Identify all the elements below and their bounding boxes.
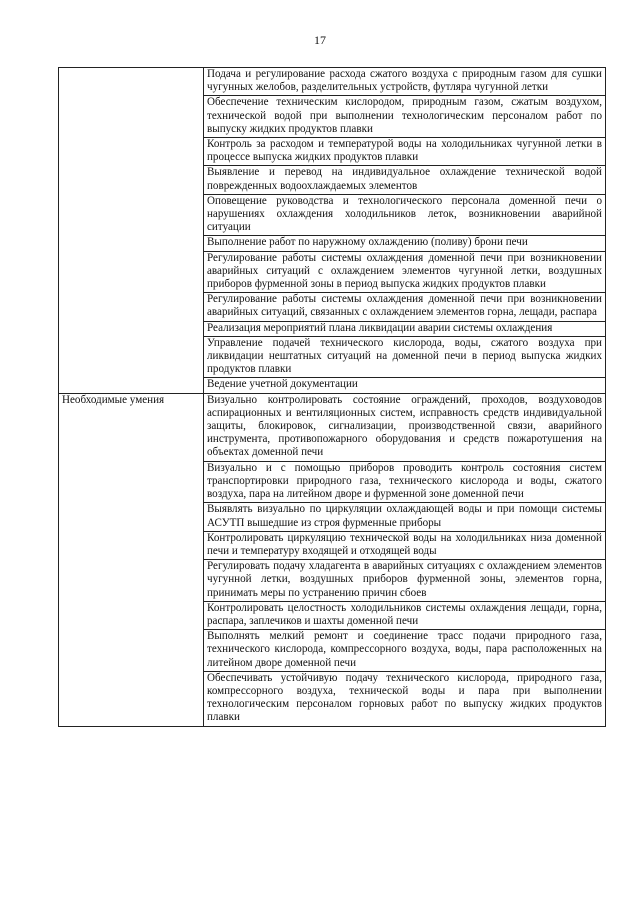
table-cell: Оповещение руководства и технологического персонала доменной печи о нарушениях охлаждения холодильников леток, возникновении аварийной ситуации [204,194,606,236]
table-cell: Контроль за расходом и температурой воды на холодильниках чугунной летки в процессе выпуска жидких продуктов плавки [204,138,606,166]
section-label-cell: Необходимые умения [59,393,204,726]
table-cell: Регулирование работы системы охлаждения доменной печи при возникновении аварийных ситуаций, связанных с охлаждением элементов горна, лещади, распара [204,293,606,321]
table-cell: Реализация мероприятий плана ликвидации аварии системы охлаждения [204,321,606,336]
table-cell: Контролировать целостность холодильников системы охлаждения лещади, горна, распара, заплечиков и шахты доменной печи [204,601,606,629]
table-cell: Визуально контролировать состояние ограждений, проходов, воздуховодов аспирационных и вентиляционных систем, исправность средств индивидуальной защиты, блокировок, сигнализации, производственной связи, аварийного инструмента, противопожарного оборудования и средств пожаротушения на объектах доменной печи [204,393,606,461]
empty-label-cell [59,68,204,394]
table-cell: Визуально и с помощью приборов проводить контроль состояния систем транспортировки природного газа, технического кислорода и воды, сжатого воздуха, пара на литейном дворе и фурменной зоне доменной печи [204,461,606,503]
competency-table [58,67,606,727]
table-cell: Управление подачей технического кислорода, воды, сжатого воздуха при ликвидации нештатных ситуаций на доменной печи в период выпуска жидких продуктов плавки [204,336,606,378]
table-cell: Выявлять визуально по циркуляции охлаждающей воды и при помощи системы АСУТП вышедшие из строя фурменные приборы [204,503,606,531]
table-cell: Обеспечение техническим кислородом, природным газом, сжатым воздухом, технической водой при выполнении технологическим персоналом работ по выпуску жидких продуктов плавки [204,96,606,138]
table-row [59,393,606,461]
table-cell: Выполнять мелкий ремонт и соединение трасс подачи природного газа, технического кислорода, компрессорного воздуха, воды, пара расположенных на литейном дворе доменной печи [204,630,606,672]
table-cell: Регулировать подачу хладагента в аварийных ситуациях с охлаждением элементов чугунной летки, воздушных приборов фурменной зоны, элементов горна, принимать меры по устранению причин сбоев [204,560,606,602]
page-number: 17 [314,33,326,47]
table-row [59,68,606,96]
table-cell: Регулирование работы системы охлаждения доменной печи при возникновении аварийных ситуаций с охлаждением элементов чугунной летки, воздушных приборов фурменной зоны в период выпуска жидких продуктов плавки [204,251,606,293]
table-cell: Выполнение работ по наружному охлаждению (поливу) брони печи [204,236,606,251]
table-cell: Выявление и перевод на индивидуальное охлаждение технической водой поврежденных водоохлаждаемых элементов [204,166,606,194]
table-cell: Обеспечивать устойчивую подачу технического кислорода, природного газа, компрессорного воздуха, технической воды и пара при выполнении технологическим персоналом горновых работ по выпуску жидких продуктов плавки [204,671,606,726]
table-cell: Подача и регулирование расхода сжатого воздуха с природным газом для сушки чугунных желобов, разделительных устройств, футляра чугунной летки [204,68,606,96]
table-cell: Контролировать циркуляцию технической воды на холодильниках низа доменной печи и температуру входящей и отходящей воды [204,531,606,559]
table-cell: Ведение учетной документации [204,378,606,393]
